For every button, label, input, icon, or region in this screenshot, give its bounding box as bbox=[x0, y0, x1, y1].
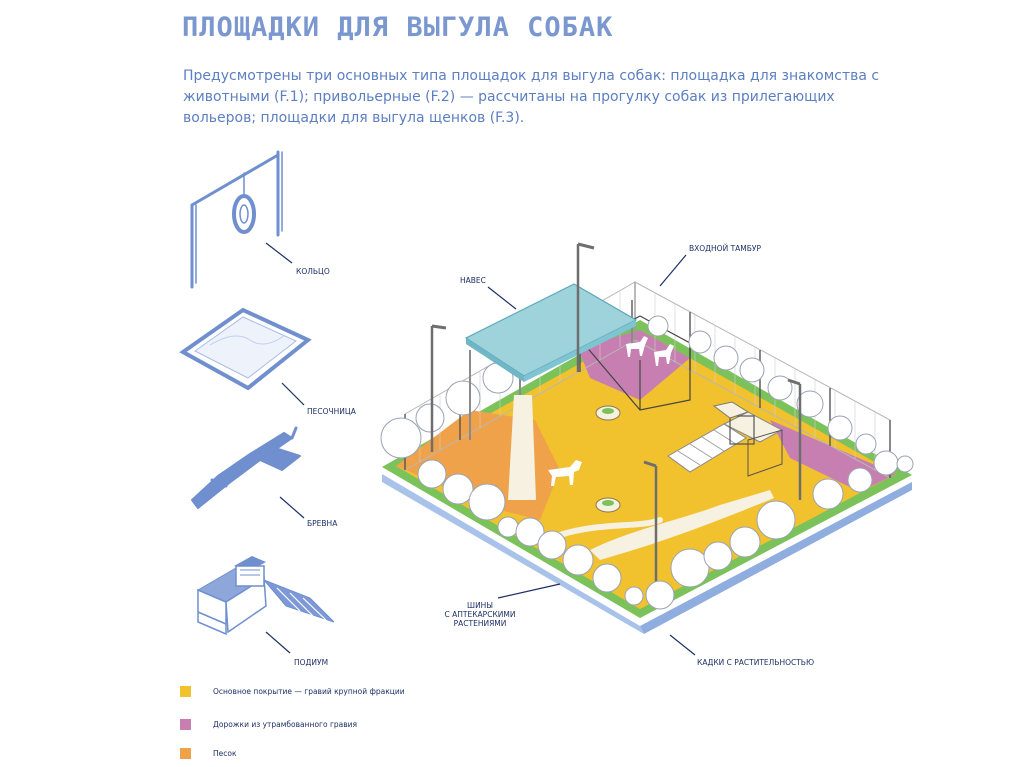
label-vestibule: ВХОДНОЙ ТАМБУР bbox=[689, 244, 762, 253]
sandbox-icon bbox=[183, 310, 308, 388]
label-tires bbox=[425, 601, 535, 628]
label-planters: КАДКИ С РАСТИТЕЛЬНОСТЬЮ bbox=[697, 658, 815, 667]
label-tires-line3: РАСТЕНИЯМИ bbox=[453, 619, 507, 628]
label-canopy: НАВЕС bbox=[460, 276, 486, 285]
legend-swatch-sand bbox=[180, 748, 191, 759]
podium-icon bbox=[198, 556, 334, 634]
label-ring: КОЛЬЦО bbox=[296, 267, 330, 276]
legend-text-paths: Дорожки из утрамбованного гравия bbox=[213, 720, 358, 729]
label-logs: БРЕВНА bbox=[307, 519, 338, 528]
logs-icon bbox=[192, 428, 300, 508]
legend-swatch-gravel bbox=[180, 686, 191, 697]
intro-text: Предусмотрены три основных типа площадок для выгула собак: площадка для знакомства с животными (F.1); привольерные (F.2) — рассчитаны на прогулку собак из прилегающих вольеров; площадки для выгула щенков (F.3). bbox=[183, 68, 880, 126]
legend-swatch-paths bbox=[180, 719, 191, 730]
label-sandbox: ПЕСОЧНИЦА bbox=[307, 407, 356, 416]
label-tires-line2: С АПТЕКАРСКИМИ bbox=[444, 610, 516, 619]
page-title: ПЛОЩАДКИ ДЛЯ ВЫГУЛА СОБАК bbox=[182, 12, 614, 43]
legend-text-gravel: Основное покрытие — гравий крупной фракции bbox=[213, 687, 405, 696]
label-podium: ПОДИУМ bbox=[294, 658, 329, 667]
label-tires-line1: ШИНЫ bbox=[467, 601, 493, 610]
ring-equipment-icon bbox=[192, 152, 282, 287]
legend-text-sand: Песок bbox=[213, 749, 237, 758]
